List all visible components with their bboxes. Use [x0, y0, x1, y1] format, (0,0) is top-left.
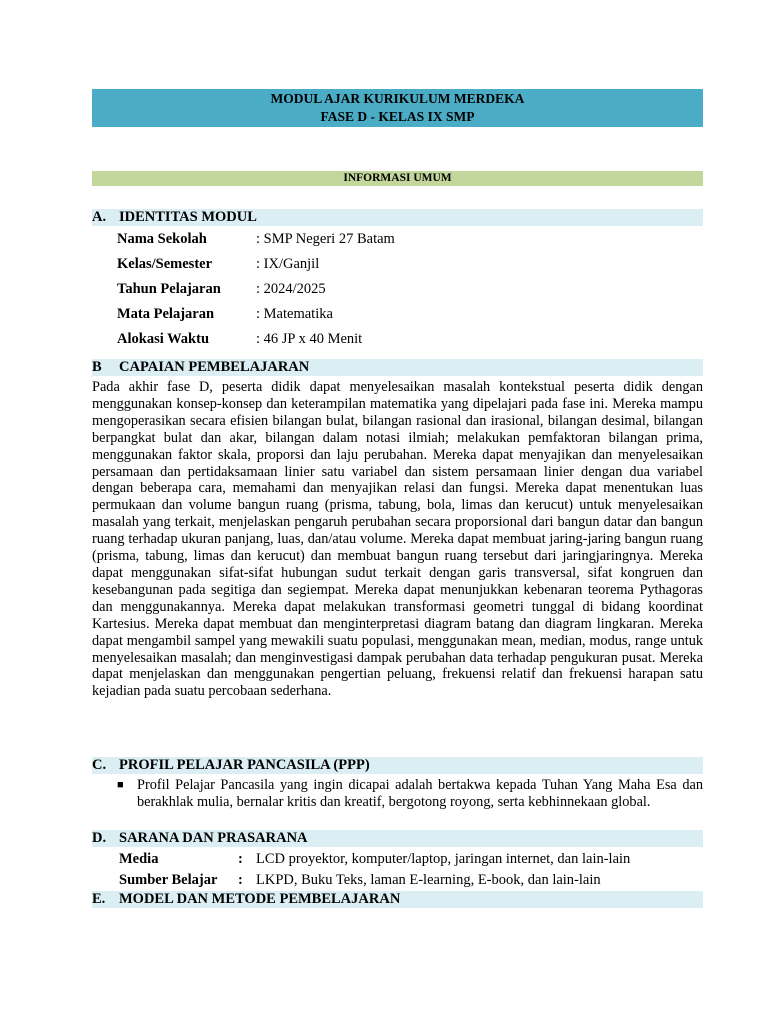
identity-value: : 46 JP x 40 Menit: [256, 331, 363, 347]
sarana-colon: :: [238, 851, 243, 867]
identity-label: Tahun Pelajaran: [117, 281, 221, 297]
document-title-line-1: MODUL AJAR KURIKULUM MERDEKA: [270, 91, 525, 106]
identity-label: Kelas/Semester: [117, 256, 213, 272]
section-e-letter: E.: [92, 891, 106, 907]
sarana-label: Media: [119, 851, 159, 867]
section-d-letter: D.: [92, 830, 107, 846]
sarana-value: LKPD, Buku Teks, laman E-learning, E-book, dan lain-lain: [256, 872, 601, 888]
identity-value: : IX/Ganjil: [256, 256, 320, 272]
section-a-letter: A.: [92, 209, 107, 225]
sarana-label: Sumber Belajar: [119, 872, 218, 888]
section-e-header: [92, 891, 703, 908]
section-e-title: MODEL DAN METODE PEMBELAJARAN: [119, 891, 401, 907]
section-d-title: SARANA DAN PRASARANA: [119, 830, 308, 846]
section-b-title: CAPAIAN PEMBELAJARAN: [119, 359, 310, 375]
capaian-paragraph: Pada akhir fase D, peserta didik dapat menyelesaikan masalah kontekstual peserta didik dengan menggunakan konsep-konsep dan keterampilan matematika yang dipelajari pada fase ini. Mereka mampu mengoperasikan secara efisien bilangan bulat, bilangan rasional dan irasional, bilangan desimal, bilangan berpangkat bulat dan akar, bilangan dalam notasi ilmiah; melakukan pemfaktoran bilangan prima, menggunakan faktor skala, proporsi dan laju perubahan. Mereka dapat menyajikan dan menyelesaikan persamaan dan pertidaksamaan linier satu variabel dan sistem persamaan linier dengan dua variabel dengan beberapa cara, memahami dan menyajikan relasi dan fungsi. Mereka dapat menentukan luas permukaan dan volume bangun ruang (prisma, tabung, bola, limas dan kerucut) untuk menyelesaikan masalah yang terkait, menjelaskan pengaruh perubahan secara proporsional dari bangun datar dan bangun ruang terhadap ukuran panjang, luas, dan/atau volume. Mereka dapat membuat jaring-jaring bangun ruang (prisma, tabung, limas dan kerucut) dan membuat bangun ruang tersebut dari jaringjaringnya. Mereka dapat menggunakan sifat-sifat hubungan sudut terkait dengan garis transversal, sifat kongruen dan kesebangunan pada segitiga dan segiempat. Mereka dapat menunjukkan kebenaran teorema Pythagoras dan menggunakannya. Mereka dapat melakukan transformasi geometri tunggal di bidang koordinat Kartesius. Mereka dapat membuat dan menginterpretasi diagram batang dan diagram lingkaran. Mereka dapat mengambil sampel yang mewakili suatu populasi, menggunakan mean, median, modus, range untuk menyelesaikan masalah; dan menginvestigasi dampak perubahan data terhadap pengukuran pusat. Mereka dapat menjelaskan dan menggunakan pengertian peluang, frekuensi relatif dan frekuensi harapan satu kejadian pada suatu percobaan sederhana.: [92, 379, 703, 700]
identity-label: Alokasi Waktu: [117, 331, 210, 347]
identity-value: : Matematika: [256, 306, 333, 322]
identity-value: : SMP Negeri 27 Batam: [256, 231, 395, 247]
section-c-header: [92, 757, 703, 774]
sarana-colon: :: [238, 872, 243, 888]
sarana-value: LCD proyektor, komputer/laptop, jaringan internet, dan lain-lain: [256, 851, 631, 867]
section-c-title: PROFIL PELAJAR PANCASILA (PPP): [119, 757, 370, 773]
section-a-title: IDENTITAS MODUL: [119, 209, 257, 225]
section-c-letter: C.: [92, 757, 107, 773]
identity-value: : 2024/2025: [256, 281, 326, 297]
ppp-bullet-text: Profil Pelajar Pancasila yang ingin dicapai adalah bertakwa kepada Tuhan Yang Maha Esa dan berakhlak mulia, bernalar kritis dan kreatif, bergotong royong, serta kebhinnekaan global.: [137, 777, 703, 810]
section-d-header: [92, 830, 703, 847]
square-bullet-icon: ■: [117, 779, 124, 791]
document-title-box: [92, 89, 703, 127]
section-b-letter: B: [92, 359, 102, 375]
info-umum-bar: INFORMASI UMUM: [92, 171, 703, 186]
section-a-header: [92, 209, 703, 226]
identity-label: Nama Sekolah: [117, 231, 207, 247]
section-b-header: [92, 359, 703, 376]
identity-label: Mata Pelajaran: [117, 306, 215, 322]
document-title-line-2: FASE D - KELAS IX SMP: [320, 109, 475, 124]
